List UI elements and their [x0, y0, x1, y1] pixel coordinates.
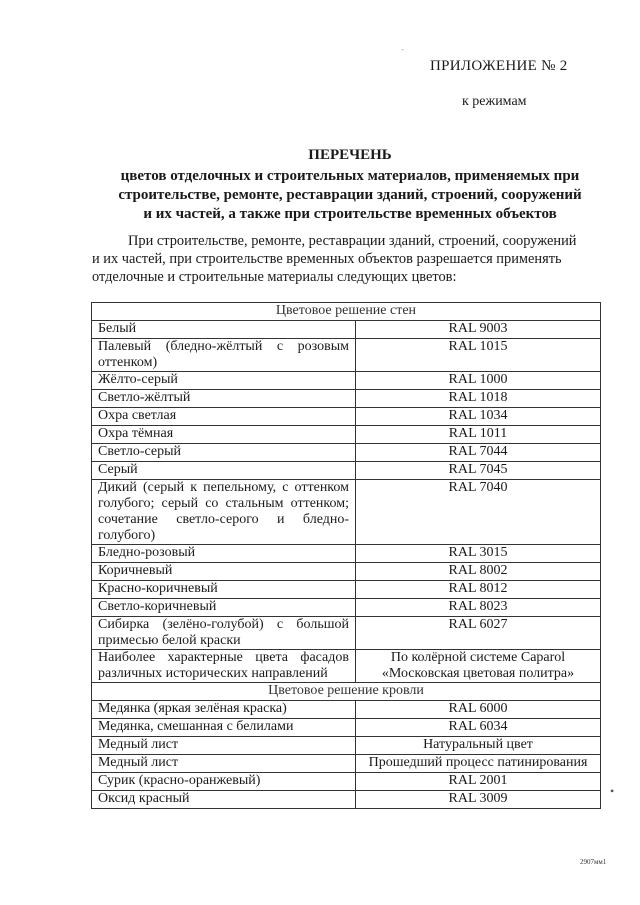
color-code-cell: RAL 7045: [356, 462, 601, 480]
color-code-cell: RAL 8002: [356, 563, 601, 581]
color-code-cell: RAL 1034: [356, 408, 601, 426]
table-row: [92, 773, 601, 791]
table-row: [92, 650, 601, 683]
roof-material-cell: Медянка (яркая зелёная краска): [92, 701, 356, 719]
color-code-cell: RAL 9003: [356, 321, 601, 339]
roof-color-cell: Натуральный цвет: [356, 737, 601, 755]
table-row: [92, 545, 601, 563]
color-name-cell: Жёлто-серый: [92, 372, 356, 390]
color-name-cell: Белый: [92, 321, 356, 339]
table-row: [92, 737, 601, 755]
roof-material-cell: Медный лист: [92, 737, 356, 755]
color-name-cell: Бледно-розовый: [92, 545, 356, 563]
roof-color-cell: RAL 3009: [356, 791, 601, 809]
walls-section-row: [92, 303, 601, 321]
table-row: [92, 480, 601, 545]
heading-line-3: и их частей, а также при строительстве временных объектов: [143, 206, 557, 222]
color-code-cell: RAL 1018: [356, 390, 601, 408]
color-name-cell: Охра тёмная: [92, 426, 356, 444]
intro-paragraph: [92, 232, 612, 286]
document-code: 2907мм1: [580, 858, 607, 866]
color-name-cell: Светло-жёлтый: [92, 390, 356, 408]
color-code-cell: RAL 7044: [356, 444, 601, 462]
table-row: [92, 321, 601, 339]
appendix-label: ПРИЛОЖЕНИЕ № 2: [430, 58, 568, 74]
table-row: [92, 444, 601, 462]
color-name-cell: Серый: [92, 462, 356, 480]
color-name-cell: Светло-серый: [92, 444, 356, 462]
table-row: [92, 791, 601, 809]
walls-section-header: Цветовое решение стен: [92, 303, 601, 321]
color-name-cell: Палевый (бледно-жёлтый с розовым оттенком): [92, 339, 356, 372]
heading-line-1: цветов отделочных и строительных материалов, применяемых при: [120, 168, 580, 184]
table-row: [92, 390, 601, 408]
table-row: [92, 426, 601, 444]
color-name-cell: Охра светлая: [92, 408, 356, 426]
table-row: [92, 462, 601, 480]
color-code-cell: RAL 6027: [356, 617, 601, 650]
heading-main: ПЕРЕЧЕНЬ: [308, 147, 392, 163]
heading-line-2: строительстве, ремонте, реставрации зданий, строений, сооружений: [118, 187, 582, 203]
intro-line-3: отделочные и строительные материалы следующих цветов:: [92, 269, 457, 285]
scan-mark: •: [610, 784, 615, 798]
color-code-cell: RAL 1011: [356, 426, 601, 444]
table-row: [92, 339, 601, 372]
color-code-cell: RAL 7040: [356, 480, 601, 545]
color-name-cell: Сибирка (зелёно-голубой) с большой примесью белой краски: [92, 617, 356, 650]
color-code-cell: RAL 8012: [356, 581, 601, 599]
table-row: [92, 581, 601, 599]
roof-color-cell: RAL 2001: [356, 773, 601, 791]
color-name-cell: Светло-коричневый: [92, 599, 356, 617]
color-code-cell: По колёрной системе Caparol «Московская цветовая политра»: [356, 650, 601, 683]
roof-section-row: [92, 683, 601, 701]
appendix-subtitle: к режимам: [462, 94, 527, 109]
table-row: [92, 617, 601, 650]
table-row: [92, 372, 601, 390]
scan-mark: ˎ: [401, 40, 405, 51]
color-code-cell: RAL 8023: [356, 599, 601, 617]
color-code-cell: RAL 3015: [356, 545, 601, 563]
table-row: [92, 755, 601, 773]
document-heading: [90, 146, 610, 224]
table-row: [92, 599, 601, 617]
color-name-cell: Наиболее характерные цвета фасадов различных исторических направлений: [92, 650, 356, 683]
table-row: [92, 701, 601, 719]
color-code-cell: RAL 1015: [356, 339, 601, 372]
roof-material-cell: Медянка, смешанная с белилами: [92, 719, 356, 737]
color-name-cell: Коричневый: [92, 563, 356, 581]
roof-material-cell: Сурик (красно-оранжевый): [92, 773, 356, 791]
roof-material-cell: Оксид красный: [92, 791, 356, 809]
colors-table: [91, 302, 601, 809]
roof-color-cell: RAL 6034: [356, 719, 601, 737]
roof-color-cell: RAL 6000: [356, 701, 601, 719]
roof-section-header: Цветовое решение кровли: [92, 683, 601, 701]
roof-material-cell: Медный лист: [92, 755, 356, 773]
table-row: [92, 563, 601, 581]
intro-line-2: и их частей, при строительстве временных объектов разрешается применять: [92, 251, 562, 267]
color-code-cell: RAL 1000: [356, 372, 601, 390]
roof-color-cell: Прошедший процесс патинирования: [356, 755, 601, 773]
table-row: [92, 719, 601, 737]
intro-line-1: При строительстве, ремонте, реставрации зданий, строений, сооружений: [128, 233, 577, 249]
color-name-cell: Красно-коричневый: [92, 581, 356, 599]
table-row: [92, 408, 601, 426]
color-name-cell: Дикий (серый к пепельному, с оттенком голубого; серый со стальным оттенком; сочетание светло-серого и бледно-голубого): [92, 480, 356, 545]
